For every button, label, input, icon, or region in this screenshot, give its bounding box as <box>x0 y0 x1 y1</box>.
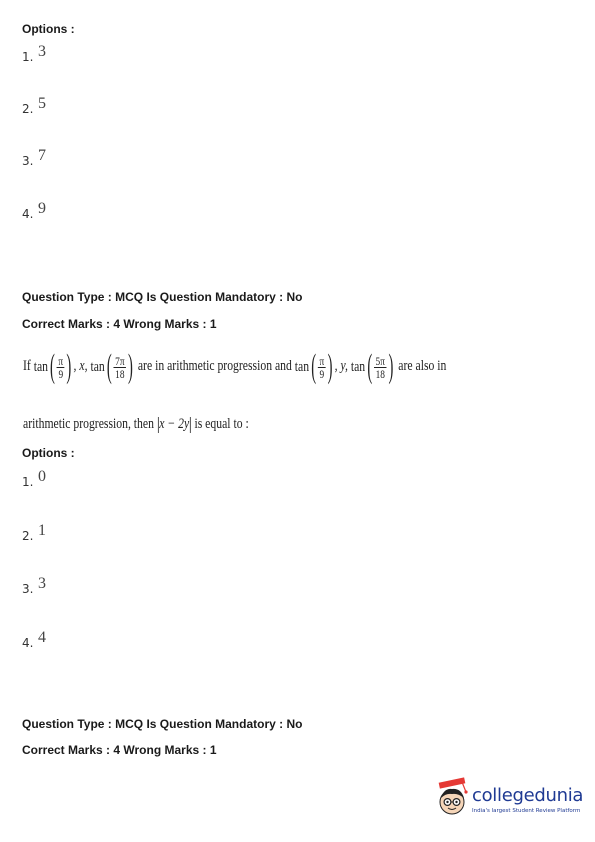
question-type-line: Question Type : MCQ Is Question Mandatory : No <box>22 717 303 731</box>
collegedunia-logo <box>434 776 582 822</box>
option-value: 0 <box>38 468 46 485</box>
option-number: 1. <box>22 475 34 489</box>
question-marks-line: Correct Marks : 4 Wrong Marks : 1 <box>22 317 217 331</box>
option-value: 9 <box>38 200 46 217</box>
mascot-icon <box>434 776 472 822</box>
question-marks-line: Correct Marks : 4 Wrong Marks : 1 <box>22 743 217 757</box>
option-number: 2. <box>22 529 34 543</box>
logo-tagline: India's largest Student Review Platform <box>472 808 581 814</box>
option-number: 1. <box>22 50 34 64</box>
option-value: 3 <box>38 43 46 60</box>
tan-5pi-over-18: tan( $\frac{5\pi}{18}$ ) <box>350 348 394 386</box>
q-x-sep: , x, <box>73 358 88 374</box>
question-text-line-1 <box>23 344 446 388</box>
option-number: 2. <box>22 102 34 116</box>
abs-bar-right <box>190 417 191 433</box>
question-text-line-2: arithmetic progression, then x − 2y is equal to : <box>23 416 249 432</box>
option-number: 4. <box>22 636 34 650</box>
q-mid-text: are in arithmetic progression and <box>137 358 292 374</box>
options-heading: Options : <box>22 446 75 460</box>
tan-pi-over-9: tan( $\frac{\pi}{9}$ ) <box>294 348 333 386</box>
question-type-line: Question Type : MCQ Is Question Mandatory : No <box>22 290 303 304</box>
option-number: 3. <box>22 154 34 168</box>
q-if: If <box>23 358 31 374</box>
option-number: 3. <box>22 582 34 596</box>
options-heading: Options : <box>22 22 75 36</box>
q-y-sep: , y, <box>334 358 348 374</box>
option-number: 4. <box>22 207 34 221</box>
logo-wordmark: collegedunia <box>472 785 584 806</box>
q-expr: x − 2y <box>159 416 190 432</box>
tan-7pi-over-18: tan( $\frac{7\pi}{18}$ ) <box>90 348 133 386</box>
tan-pi-over-9: tan( $\frac{\pi}{9}$ ) <box>33 348 72 386</box>
option-value: 1 <box>38 522 46 539</box>
option-value: 4 <box>38 629 46 646</box>
option-value: 5 <box>38 95 46 112</box>
option-value: 3 <box>38 575 46 592</box>
q-end-text: are also in <box>398 358 447 374</box>
option-value: 7 <box>38 147 46 164</box>
